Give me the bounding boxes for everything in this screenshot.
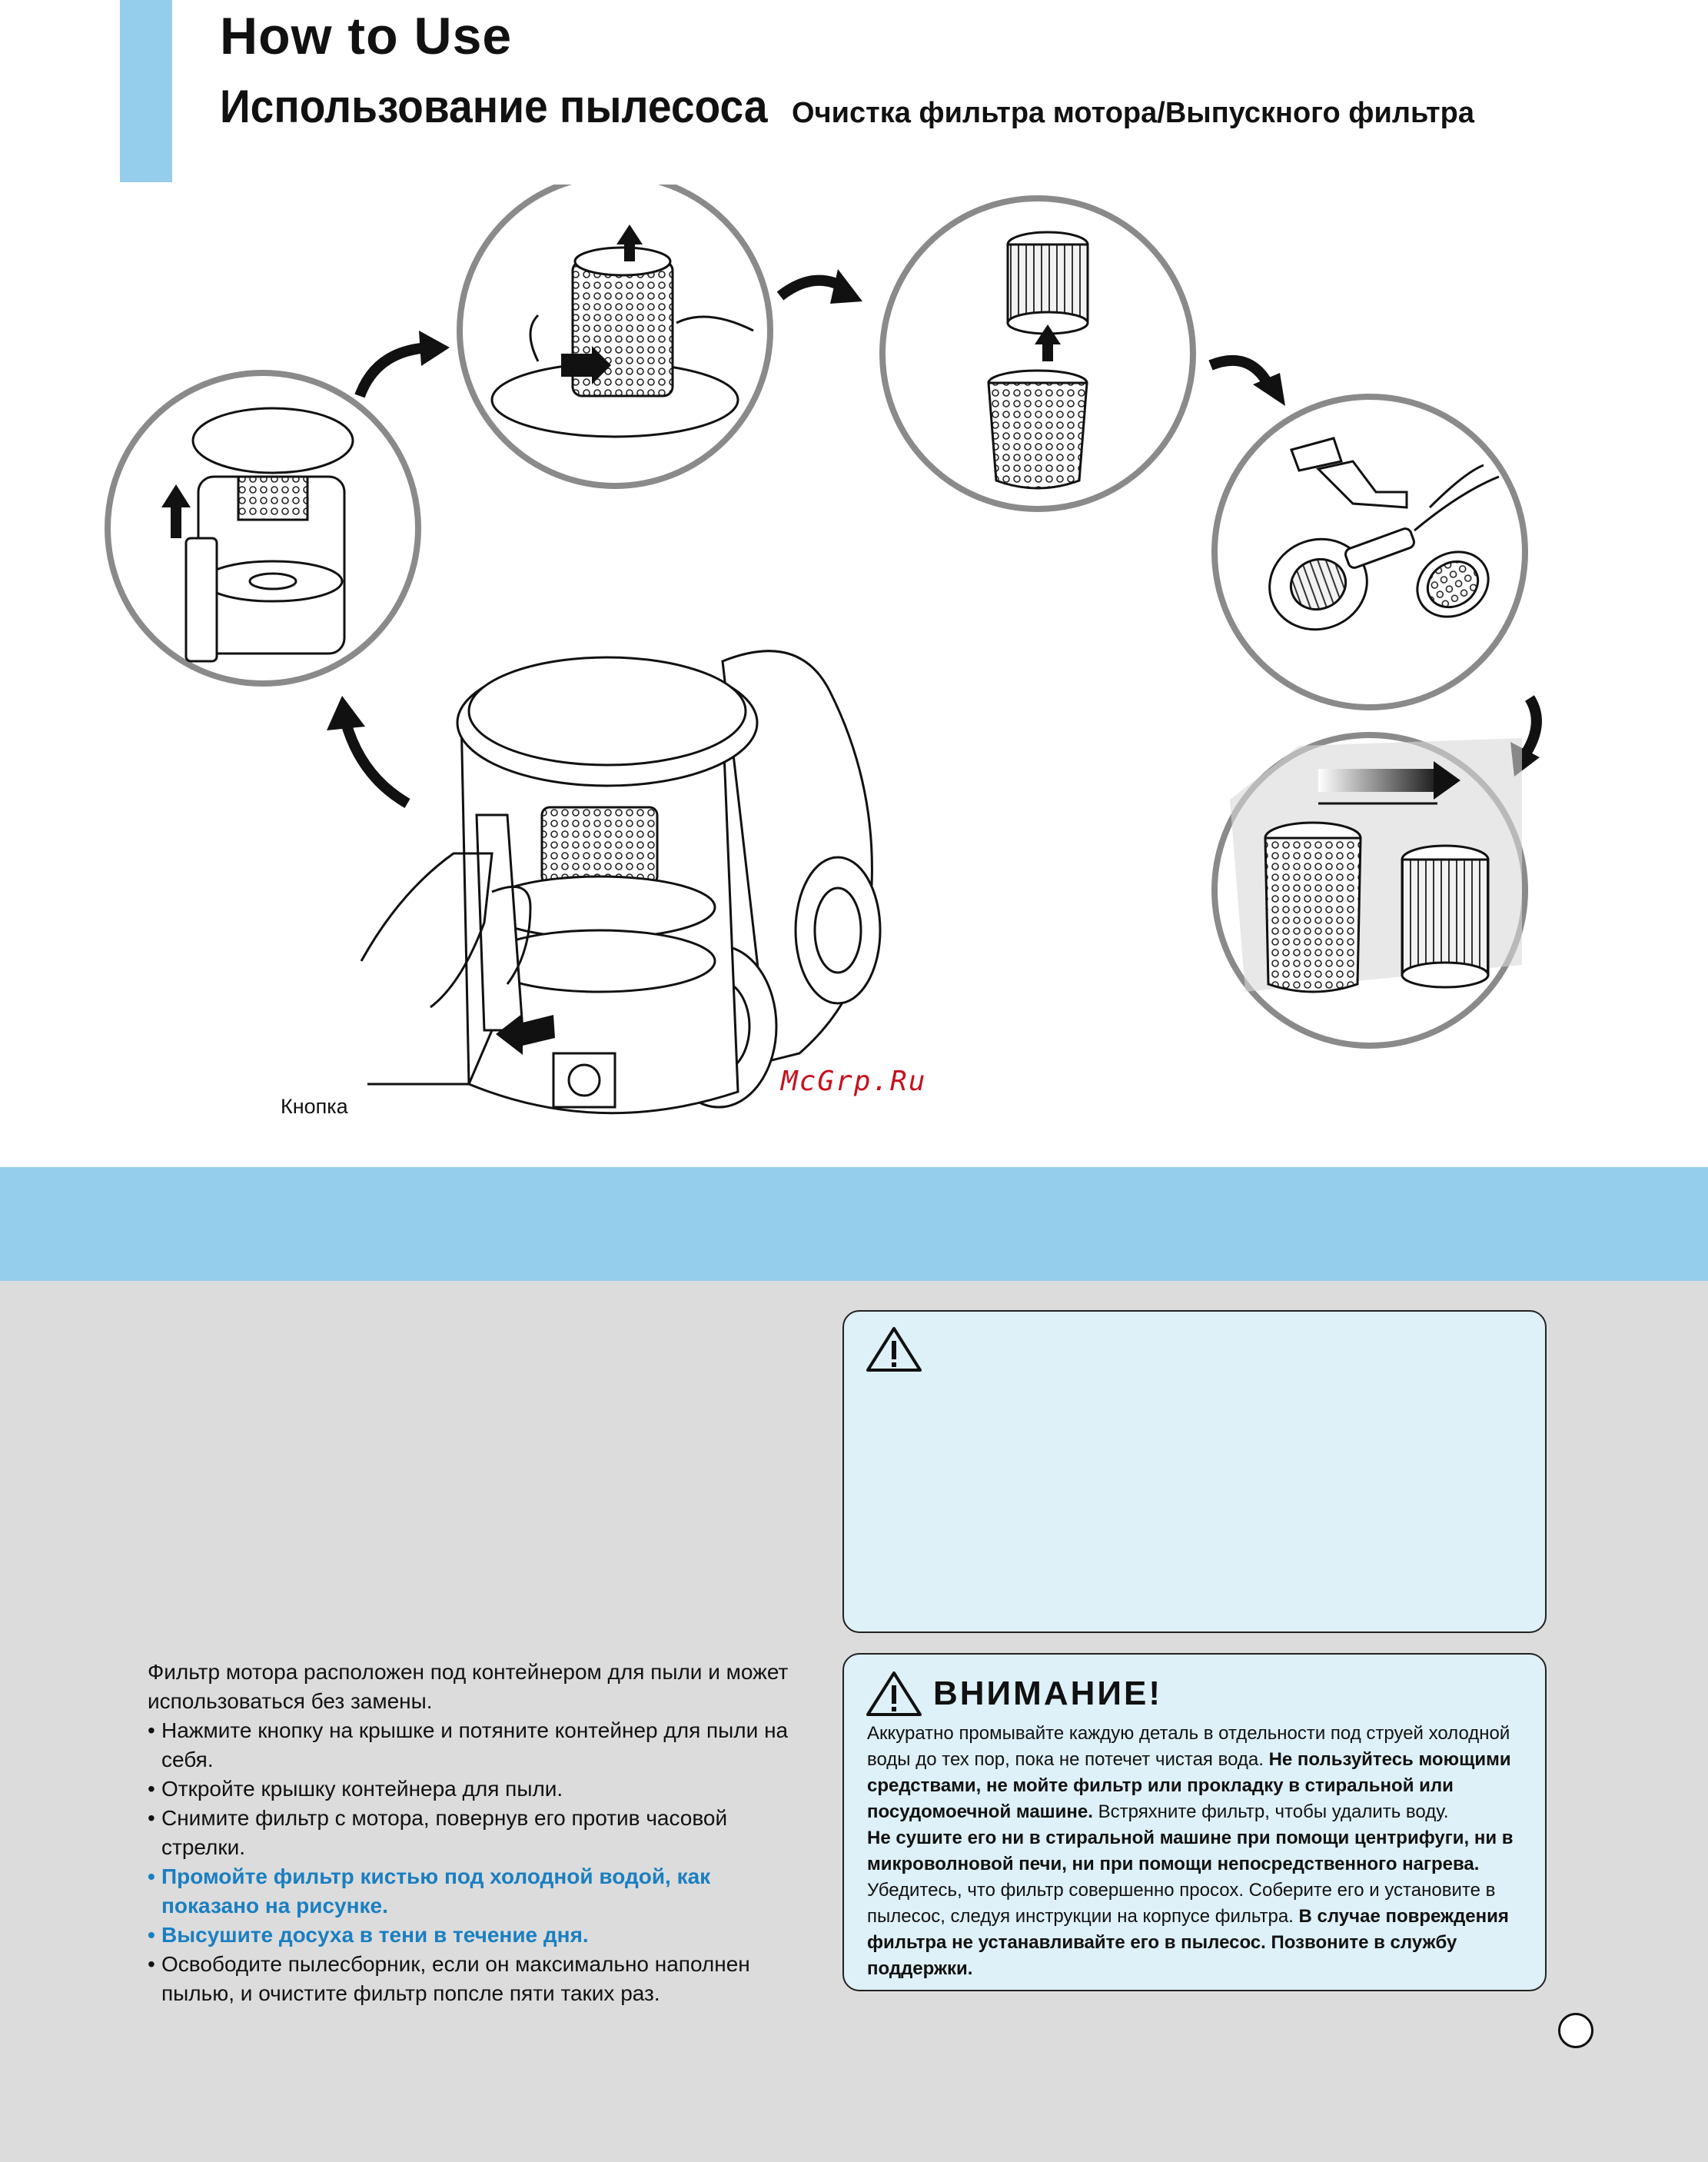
step-circle-dry-filter — [1215, 735, 1525, 1046]
instruction-step: • Снимите фильтр с мотора, повернув его против часовой стрелки. — [148, 1804, 809, 1862]
warning-box — [842, 1653, 1547, 1991]
instruction-step-highlight: • Высушите досуха в тени в течение дня. — [148, 1921, 809, 1950]
arrow-curve-3 — [1211, 361, 1268, 384]
arrow-curve-main — [346, 723, 407, 803]
watermark: McGrp.Ru — [781, 1066, 927, 1097]
instruction-step: • Нажмите кнопку на крышке и потяните контейнер для пыли на себя. — [148, 1716, 809, 1775]
warning-text-4: Не сушите его ни в стиральной машине при помощи центрифуги, ни в микроволновой печи, ни при помощи непосредственного нагрева. — [867, 1828, 1514, 1874]
page-number-circle — [1558, 2013, 1593, 2048]
title-ru-subtitle: Очистка фильтра мотора/Выпускного фильтра — [792, 97, 1474, 129]
warning-text-6: В случае повреждения фильтра не устанавливайте его в пылесос. Позвоните в службу поддержки. — [867, 1906, 1509, 1979]
warning-header — [866, 1670, 1162, 1718]
instruction-step: • Освободите пылесборник, если он максимально наполнен пылью, и очистите фильтр попсле пяти таких раз. — [148, 1950, 809, 2008]
filter-cleaning-illustration — [0, 185, 1708, 1169]
section-band — [0, 1167, 1708, 1281]
step-circle-wash-filter — [1215, 397, 1525, 707]
arrow-curve-4 — [1526, 698, 1537, 753]
warning-text-5: Убедитесь, что фильтр совершенно просох. Соберите его и установите в пылесос, следуя инструкции на корпусе фильтра. — [867, 1880, 1496, 1927]
vacuum-main-unit — [361, 651, 880, 1113]
arrow-curve-1 — [360, 348, 430, 396]
warning-triangle-icon — [866, 1325, 922, 1373]
instruction-step-highlight: • Промойте фильтр кистью под холодной водой, как показано на рисунке. — [148, 1862, 809, 1921]
instruction-step: • Откройте крышку контейнера для пыли. — [148, 1775, 809, 1804]
instructions-intro: Фильтр мотора расположен под контейнером для пыли и может использоваться без замены. — [148, 1660, 789, 1713]
step-circle-remove-filter — [460, 185, 770, 486]
instructions-list — [148, 1716, 809, 2008]
side-tab — [120, 0, 172, 182]
note-box — [842, 1310, 1547, 1633]
step-circle-separate-filter — [882, 198, 1193, 509]
warning-text — [867, 1721, 1528, 1982]
warning-title: ВНИМАНИЕ! — [933, 1675, 1163, 1712]
button-callout-label: Кнопка — [281, 1095, 348, 1118]
warning-triangle-icon — [866, 1670, 922, 1718]
instructions — [148, 1658, 809, 2008]
step-circle-open-container — [108, 373, 418, 684]
title-ru-main: Использование пылесоса — [220, 81, 768, 132]
warning-text-3: Встряхните фильтр, чтобы удалить воду. — [1098, 1801, 1449, 1822]
page-title-en: How to Use — [220, 7, 513, 65]
page-title-ru — [220, 80, 1474, 133]
warning-text-1: Аккуратно промывайте каждую деталь в отдельности под струей холодной воды до тех пор, пока не потечет чистая вода. — [867, 1723, 1510, 1770]
warning-text-2: Не пользуйтесь моющими средствами, не мойте фильтр или прокладку в стиральной или посудомоечной машине. — [867, 1749, 1511, 1822]
